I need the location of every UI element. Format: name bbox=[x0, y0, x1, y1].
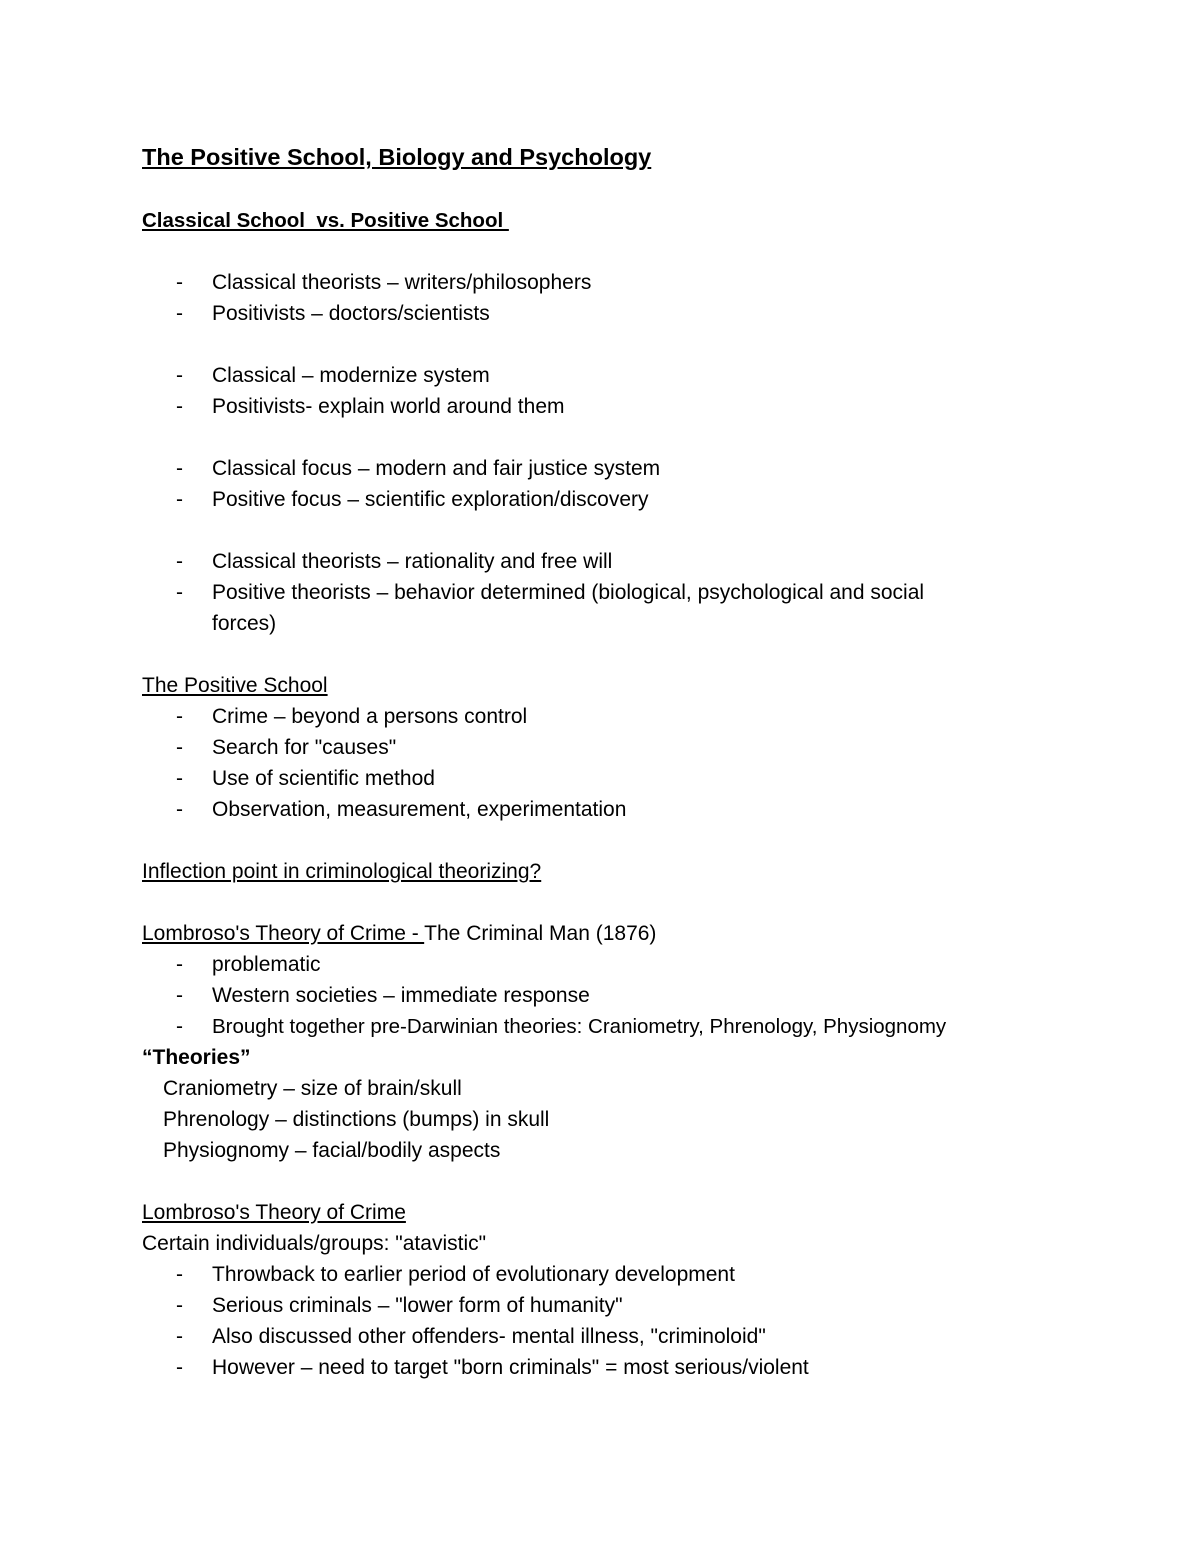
list-item: Classical theorists – rationality and free will bbox=[212, 550, 613, 573]
list-item: Also discussed other offenders- mental illness, "criminoloid" bbox=[212, 1325, 766, 1348]
list-item: Observation, measurement, experimentation bbox=[212, 798, 627, 821]
list-item-continuation: forces) bbox=[212, 612, 277, 635]
bullet-dash: - bbox=[176, 953, 183, 976]
section-heading-theories: “Theories” bbox=[142, 1046, 251, 1069]
list-item: However – need to target "born criminals" = most serious/violent bbox=[212, 1356, 809, 1379]
bullet-dash: - bbox=[176, 457, 183, 480]
paragraph-atavistic: Certain individuals/groups: "atavistic" bbox=[142, 1232, 487, 1255]
list-item: Classical – modernize system bbox=[212, 364, 490, 387]
bullet-dash: - bbox=[176, 395, 183, 418]
bullet-dash: - bbox=[176, 581, 183, 604]
bullet-dash: - bbox=[176, 705, 183, 728]
heading-plain-part: The Criminal Man (1876) bbox=[424, 922, 657, 945]
bullet-dash: - bbox=[176, 271, 183, 294]
list-item: Serious criminals – "lower form of humanity" bbox=[212, 1294, 623, 1317]
bullet-dash: - bbox=[176, 302, 183, 325]
document-title: The Positive School, Biology and Psychology bbox=[142, 144, 652, 170]
bullet-dash: - bbox=[176, 767, 183, 790]
bullet-dash: - bbox=[176, 736, 183, 759]
list-item: Western societies – immediate response bbox=[212, 984, 590, 1007]
section-heading-lombroso-criminal-man bbox=[142, 921, 656, 947]
section-heading-classical-vs-positive: Classical School vs. Positive School bbox=[142, 209, 509, 232]
list-item: Crime – beyond a persons control bbox=[212, 705, 528, 728]
list-item: Positive theorists – behavior determined (biological, psychological and social bbox=[212, 581, 925, 604]
theory-item: Physiognomy – facial/bodily aspects bbox=[163, 1139, 501, 1162]
bullet-dash: - bbox=[176, 1015, 183, 1038]
section-heading-lombroso-theory: Lombroso's Theory of Crime bbox=[142, 1201, 406, 1224]
bullet-dash: - bbox=[176, 798, 183, 821]
section-heading-positive-school: The Positive School bbox=[142, 674, 328, 697]
bullet-dash: - bbox=[176, 1356, 183, 1379]
bullet-dash: - bbox=[176, 364, 183, 387]
bullet-dash: - bbox=[176, 1263, 183, 1286]
bullet-dash: - bbox=[176, 984, 183, 1007]
bullet-dash: - bbox=[176, 488, 183, 511]
section-heading-inflection-point: Inflection point in criminological theorizing? bbox=[142, 860, 542, 883]
theory-item: Phrenology – distinctions (bumps) in skull bbox=[163, 1108, 550, 1131]
list-item: Use of scientific method bbox=[212, 767, 435, 790]
bullet-dash: - bbox=[176, 1294, 183, 1317]
list-item: Throwback to earlier period of evolutionary development bbox=[212, 1263, 735, 1286]
list-item: Classical focus – modern and fair justice system bbox=[212, 457, 661, 480]
theory-item: Craniometry – size of brain/skull bbox=[163, 1077, 462, 1100]
bullet-dash: - bbox=[176, 550, 183, 573]
list-item: Brought together pre-Darwinian theories: Craniometry, Phrenology, Physiognomy bbox=[212, 1015, 947, 1038]
list-item: Search for "causes" bbox=[212, 736, 397, 759]
list-item: Positive focus – scientific exploration/discovery bbox=[212, 488, 649, 511]
list-item: Positivists – doctors/scientists bbox=[212, 302, 490, 325]
heading-underlined-part: Lombroso's Theory of Crime - bbox=[142, 922, 425, 945]
list-item: problematic bbox=[212, 953, 321, 976]
list-item: Classical theorists – writers/philosophers bbox=[212, 271, 592, 294]
list-item: Positivists- explain world around them bbox=[212, 395, 565, 418]
bullet-dash: - bbox=[176, 1325, 183, 1348]
